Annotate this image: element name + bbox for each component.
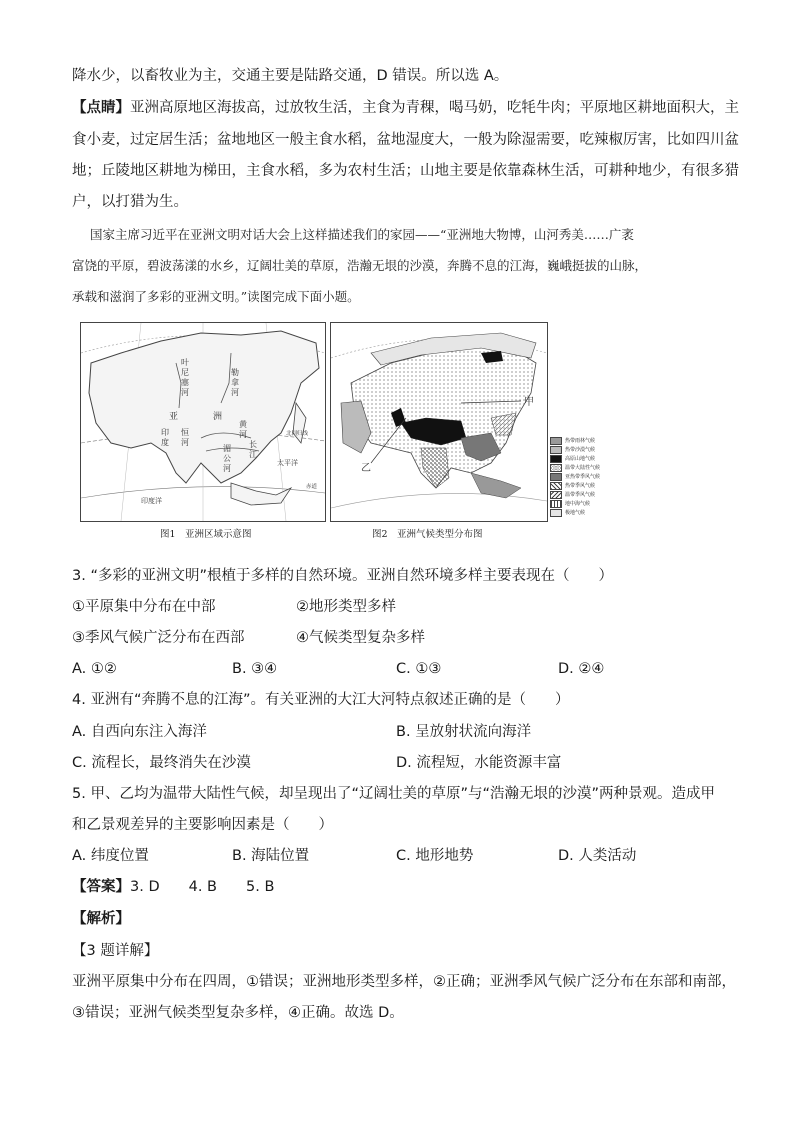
q3-statement: ①平原集中分布在中部 xyxy=(72,599,216,615)
asia-map-svg xyxy=(81,323,325,521)
map-label: 公 xyxy=(223,454,231,463)
legend-item: 亚热带季风气候 xyxy=(550,472,625,481)
tip-label: 【点睛】 xyxy=(72,100,130,116)
legend-swatch xyxy=(550,509,562,517)
text-line: 户，以打猎为生。 xyxy=(72,194,188,210)
text-line: 食小麦，过定居生活；盆地地区一般主食水稻，盆地湿度大，一般为除湿需要，吃辣椒厉害，比如四川盆 xyxy=(72,132,739,148)
map-label: 赤道 xyxy=(306,484,318,490)
q3-statement: ③季风气候广泛分布在西部 xyxy=(72,630,245,646)
map-label: 拿 xyxy=(231,378,239,387)
figure-2-caption: 图2 亚洲气候类型分布图 xyxy=(372,529,483,540)
map-label: 北回归线 xyxy=(286,431,309,437)
map-label: 江 xyxy=(249,450,257,459)
q4-option-d[interactable]: D. 流程短，水能资源丰富 xyxy=(396,755,562,771)
q5-option-a[interactable]: A. 纬度位置 xyxy=(72,848,149,864)
legend-swatch xyxy=(550,473,562,481)
map-label: 太平洋 xyxy=(277,459,298,467)
map-label: 湄 xyxy=(223,444,231,453)
q4-option-a[interactable]: A. 自西向东注入海洋 xyxy=(72,724,207,740)
q3-stem: 3. “多彩的亚洲文明”根植于多样的自然环境。亚洲自然环境多样主要表现在（ ） xyxy=(72,568,613,584)
text-line: 地；丘陵地区耕地为梯田，主食水稻，多为农村生活；山地主要是依靠森林生活，可耕种地少，有很多猎 xyxy=(72,163,739,179)
legend-item: 极地气候 xyxy=(550,508,625,517)
q5-option-b[interactable]: B. 海陆位置 xyxy=(232,848,310,864)
map-label: 印 xyxy=(161,428,169,437)
map-label: 叶 xyxy=(181,358,189,367)
map-label: 河 xyxy=(223,464,231,473)
map-label: 尼 xyxy=(181,368,189,377)
analysis-line: 亚洲平原集中分布在四周，①错误；亚洲地形类型多样，②正确；亚洲季风气候广泛分布在东部和南部， xyxy=(72,974,736,990)
tip-line xyxy=(72,98,739,118)
legend-item: 热带沙漠气候 xyxy=(550,445,625,454)
legend-swatch xyxy=(550,491,562,499)
map-label: 度 xyxy=(161,438,169,447)
map-label: 长 xyxy=(249,440,257,449)
q4-option-c[interactable]: C. 流程长，最终消失在沙漠 xyxy=(72,755,251,771)
label-yi: 乙 xyxy=(361,463,371,474)
q5-option-c[interactable]: C. 地形地势 xyxy=(396,848,474,864)
q4-option-b[interactable]: B. 呈放射状流向海洋 xyxy=(396,724,532,740)
map-label: 恒 xyxy=(181,428,189,437)
legend-swatch xyxy=(550,446,562,454)
q3-statement: ②地形类型多样 xyxy=(296,599,396,615)
legend-item: 地中海气候 xyxy=(550,499,625,508)
intro-line: 富饶的平原，碧波荡漾的水乡，辽阔壮美的草原，浩瀚无垠的沙漠，奔腾不息的江海，巍峨挺拔的山脉， xyxy=(72,258,648,273)
legend-swatch xyxy=(550,455,562,463)
map-label: 亚 xyxy=(169,412,179,422)
figure-1-asia-map xyxy=(80,322,326,522)
analysis-sub-label: 【3 题详解】 xyxy=(72,943,159,959)
q3-option-a[interactable]: A. ①② xyxy=(72,661,117,677)
legend-item: 温带大陆性气候 xyxy=(550,463,625,472)
analysis-line: ③错误；亚洲气候类型复杂多样，④正确。故选 D。 xyxy=(72,1005,404,1021)
q3-option-d[interactable]: D. ②④ xyxy=(558,661,605,677)
map-label: 河 xyxy=(239,430,247,439)
map-label: 河 xyxy=(181,438,189,447)
label-jia: 甲 xyxy=(524,397,534,408)
answer-label: 【答案】 xyxy=(72,879,130,895)
intro-line: 国家主席习近平在亚洲文明对话大会上这样描述我们的家园——“亚洲地大物博，山河秀美……广袤 xyxy=(90,227,634,242)
legend-swatch xyxy=(550,500,562,508)
legend-item: 热带雨林气候 xyxy=(550,436,625,445)
legend-item: 高原山地气候 xyxy=(550,454,625,463)
q3-statement: ④气候类型复杂多样 xyxy=(296,630,425,646)
q5-option-d[interactable]: D. 人类活动 xyxy=(558,848,637,864)
q3-option-b[interactable]: B. ③④ xyxy=(232,661,278,677)
map-label: 河 xyxy=(181,388,189,397)
q4-stem: 4. 亚洲有“奔腾不息的江海”。有关亚洲的大江大河特点叙述正确的是（ ） xyxy=(72,692,570,708)
map-label: 塞 xyxy=(181,378,189,387)
map-label: 黄 xyxy=(239,420,247,429)
answer-text: 3. D 4. B 5. B xyxy=(130,879,275,895)
figure-2-climate-map xyxy=(330,322,548,522)
map-label: 洲 xyxy=(213,412,223,422)
legend-swatch xyxy=(550,482,562,490)
legend-item: 温带季风气候 xyxy=(550,490,625,499)
map-label: 勒 xyxy=(231,368,239,377)
answer-line xyxy=(72,877,274,897)
figure-1-caption: 图1 亚洲区域示意图 xyxy=(160,529,252,540)
intro-line: 承载和滋润了多彩的亚洲文明。”读图完成下面小题。 xyxy=(72,289,360,304)
climate-map-svg xyxy=(331,323,547,521)
legend-item: 热带季风气候 xyxy=(550,481,625,490)
tip-text: 亚洲高原地区海拔高，过放牧生活，主食为青稞，喝马奶，吃牦牛肉；平原地区耕地面积大，主 xyxy=(130,100,739,116)
map-label: 印度洋 xyxy=(141,497,162,505)
legend-swatch xyxy=(550,464,562,472)
text-line: 降水少，以畜牧业为主，交通主要是陆路交通，D 错误。所以选 A。 xyxy=(72,68,509,84)
q3-option-c[interactable]: C. ①③ xyxy=(396,661,442,677)
map-label: 河 xyxy=(231,388,239,397)
climate-legend xyxy=(550,436,625,517)
legend-swatch xyxy=(550,437,562,445)
analysis-label: 【解析】 xyxy=(72,911,130,927)
q5-stem-line: 5. 甲、乙均为温带大陆性气候，却呈现出了“辽阔壮美的草原”与“浩瀚无垠的沙漠”两种景观。造成甲 xyxy=(72,786,715,802)
q5-stem-line: 和乙景观差异的主要影响因素是（ ） xyxy=(72,817,333,833)
